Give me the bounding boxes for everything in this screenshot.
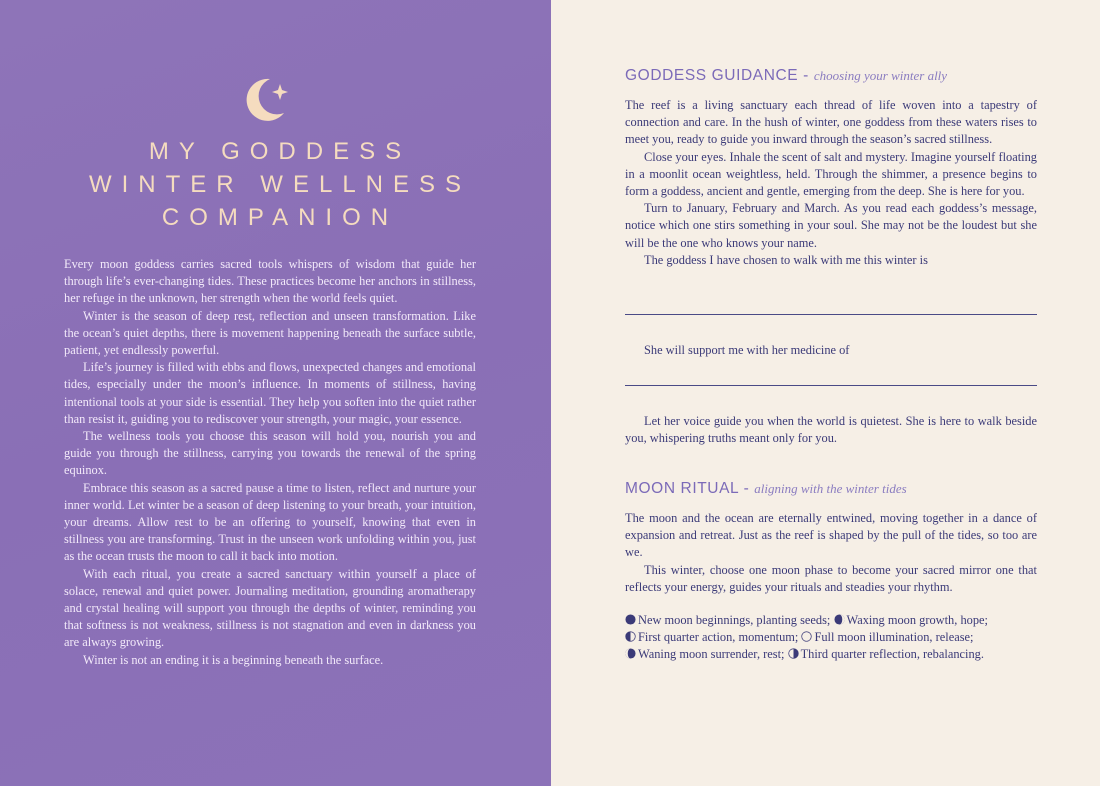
paragraph: Winter is the season of deep rest, reflection and unseen transformation. Like the ocean’s quiet depths, there is movement happening beneath the surface subtle, patient, yet endlessly powerful.	[64, 308, 476, 358]
medicine-answer-line[interactable]	[625, 385, 1037, 386]
paragraph: Let her voice guide you when the world is quietest. She is here to walk beside you, whispering truths meant only for you.	[625, 414, 1037, 446]
moon-phase-list	[625, 612, 1040, 664]
new-moon-icon	[625, 614, 636, 625]
phase-item[interactable]	[625, 630, 801, 644]
paragraph: The reef is a living sanctuary each thread of life woven into a tapestry of connection and care. In the hush of winter, one goddess from these waters rises to meet you, ready to guide you inward through the season’s sacred stillness.	[625, 98, 1037, 147]
phase-label: Waxing moon growth, hope;	[846, 613, 988, 627]
goddess-guidance-heading	[625, 67, 1045, 85]
paragraph: The goddess I have chosen to walk with me this winter is	[644, 252, 928, 267]
paragraph: Winter is not an ending it is a beginning beneath the surface.	[83, 652, 384, 667]
waning-moon-icon	[625, 648, 636, 659]
waxing-moon-icon	[834, 614, 845, 625]
right-page	[551, 0, 1100, 786]
first-quarter-icon	[625, 631, 636, 642]
phase-item[interactable]	[625, 613, 834, 627]
phase-label: Waning moon surrender, rest;	[638, 647, 785, 662]
phase-label: Full moon illumination, release;	[814, 630, 974, 645]
paragraph: Every moon goddess carries sacred tools whispers of wisdom that guide her through life’s ever-changing tides. These practices become her anchors in stillness, her refuge in the unknown, her strength when the world feels quiet.	[64, 257, 476, 306]
moon-ritual-heading	[625, 480, 1045, 498]
paragraph: Turn to January, February and March. As you read each goddess’s message, notice which one stirs something in your soul. She may not be the loudest but she will be the one who knows your name.	[625, 201, 1037, 250]
paragraph: Life’s journey is filled with ebbs and flows, unexpected changes and emotional tides, especially under the moon’s influence. In moments of stillness, having intentional tools at your side is essential. They help you soften into the quiet rather than resist it, guiding you to rediscover your strength, your magic, your essence.	[64, 360, 476, 426]
paragraph: Embrace this season as a sacred pause a time to listen, reflect and nurture your inner world. Let winter be a season of deep listening to your breath, your intuition, your dreams. Allow rest to be an offering to yourself, knowing that even in stillness you are transforming. Trust in the unseen work unfolding within you, just as the ocean trusts the moon to call it back into motion.	[64, 480, 476, 564]
support-prompt: She will support me with her medicine of	[644, 343, 850, 357]
closing-text	[625, 413, 1037, 447]
phase-label: Third quarter reflection, rebalancing.	[800, 647, 984, 662]
phase-item[interactable]	[788, 647, 984, 661]
page-title	[40, 135, 510, 234]
phase-item[interactable]	[625, 647, 788, 661]
goddess-guidance-text	[625, 97, 1037, 269]
crescent-moon-star-icon	[240, 73, 292, 125]
moon-ritual-text	[625, 510, 1037, 596]
full-moon-icon	[801, 631, 812, 642]
paragraph: The wellness tools you choose this season will hold you, nourish you and guide you through the stillness, carrying you towards the renewal of the spring equinox.	[64, 429, 476, 478]
title-line: COMPANION	[161, 204, 399, 231]
paragraph: This winter, choose one moon phase to become your sacred mirror one that reflects your energy, guides your rituals and steadies your rhythm.	[625, 562, 1037, 594]
third-quarter-icon	[788, 648, 799, 659]
intro-text	[64, 256, 476, 669]
phase-item[interactable]	[834, 613, 988, 627]
phase-item[interactable]	[801, 630, 973, 644]
title-line: WINTER WELLNESS	[88, 171, 472, 198]
goddess-answer-line[interactable]	[625, 314, 1037, 315]
paragraph: With each ritual, you create a sacred sanctuary within yourself a place of solace, renewal and quiet power. Journaling meditation, grounding aromatherapy and crystal healing will support you through the depths of winter, reminding you that softness is not weakness, stillness is not stagnation and even in darkness you are always growing.	[64, 566, 476, 650]
phase-label: New moon beginnings, planting seeds;	[638, 613, 831, 627]
phase-label: First quarter action, momentum;	[638, 630, 799, 645]
heading-text: MOON RITUAL -	[625, 480, 750, 497]
heading-text: GODDESS GUIDANCE -	[625, 67, 809, 84]
paragraph: The moon and the ocean are eternally entwined, moving together in a dance of expansion and retreat. Just as the reef is shaped by the pull of the tides, so too are we.	[625, 511, 1037, 560]
heading-subtitle: choosing your winter ally	[813, 68, 948, 83]
heading-subtitle: aligning with the winter tides	[754, 481, 907, 496]
paragraph: Close your eyes. Inhale the scent of salt and mystery. Imagine yourself floating in a moonlit ocean weightless, held. Through the shimmer, a presence begins to form a goddess, ancient and gentle, emerging from the deep. She is here for you.	[625, 149, 1037, 199]
title-line: MY GODDESS	[148, 138, 412, 165]
